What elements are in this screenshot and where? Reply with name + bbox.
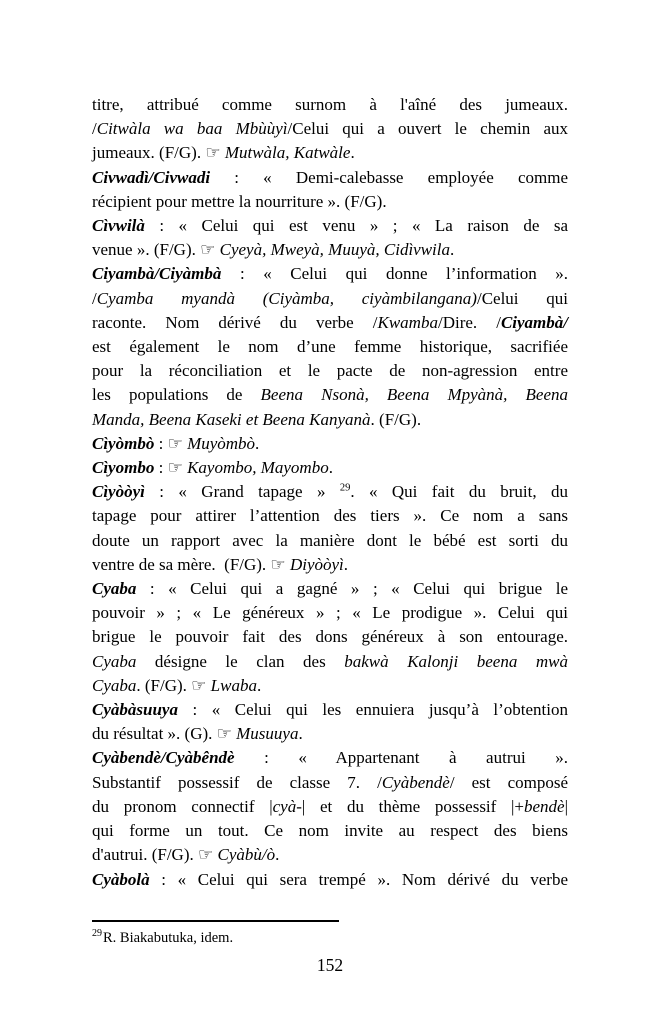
text-line [92,722,568,746]
footnote-text: R. Biakabutuka, idem. [103,930,234,946]
text-segment: Musuuya [236,724,299,744]
text-segment: . (F/G). ☞ [136,675,211,695]
text-line [92,601,568,625]
footnote-separator [92,920,339,922]
text-segment: Cyaba [92,579,137,599]
text-segment: récipient pour mettre la nourriture ». (F/G). [92,191,387,211]
text-line [92,432,568,456]
text-segment: désigne le clan des [136,651,345,671]
text-segment: : « Demi-calebasse employée comme [210,167,568,187]
text-segment: titre, attribué comme surnom à l'aîné des jumeaux. [92,95,568,114]
text-segment: Citwàla wa baa Mbùùyì [96,119,288,139]
text-segment: pour la réconciliation et le pacte de non-agression entre [92,361,568,381]
text-segment: cyà- [272,796,302,816]
text-segment: . « Qui fait du bruit, du [350,482,568,502]
text-segment: Lwaba [210,675,257,695]
text-line [92,311,568,335]
text-segment: Ciyambà/ [500,312,568,332]
text-segment: les populations de [92,385,261,405]
text-line [92,771,568,795]
text-line [92,480,568,504]
text-segment: : « Grand tapage » [144,482,340,502]
text-segment: Cyàbù/ò [217,845,276,865]
text-segment: du pronom connectif | [92,796,273,816]
text-segment: Cyàbendè [381,772,450,792]
text-segment: 29 [339,482,351,494]
text-segment: Mutwàla, Katwàle [224,143,351,163]
text-line [92,117,568,141]
text-segment: Cìvwilà [92,216,145,236]
text-segment: : « Celui qui sera trempé ». Nom dérivé du verbe [149,869,568,889]
text-segment: qui forme un tout. Ce nom invite au respect des biens [92,821,568,841]
text-segment: : ☞ [154,433,188,453]
text-segment: raconte. Nom dérivé du verbe / [92,312,378,332]
text-segment: Ciyambà/Ciyàmbà [92,264,222,284]
text-segment: : ☞ [154,458,188,478]
text-segment: du résultat ». (G). ☞ [92,724,237,744]
text-segment: Cyeyà, Mweyà, Muuyà, Cidìvwila [219,240,450,260]
text-segment: / [92,119,97,139]
text-line [92,214,568,238]
footnote-marker: 29 [92,928,102,940]
text-segment: . [350,143,355,163]
text-segment: Cìyombo [92,458,155,478]
text-line [92,529,568,553]
text-line [92,335,568,359]
page-number: 152 [316,955,344,975]
text-segment: Cyaba [92,651,137,671]
text-segment: . [328,458,333,478]
text-segment: pouvoir » ; « Le généreux » ; « Le prodigue ». Celui qui [92,603,568,623]
text-segment: Substantif possessif de classe 7. / [92,772,382,792]
text-line [92,553,568,577]
text-segment: venue ». (F/G). ☞ [92,240,220,260]
text-segment: /Celui qui a ouvert le chemin aux [287,119,568,139]
text-segment: . [255,433,260,453]
text-segment: est également le nom d’une femme historique, sacrifiée [92,337,568,357]
text-segment: Cyamba myandà (Ciyàmba, ciyàmbilangana) [96,288,477,308]
text-segment: /Celui qui [476,288,568,308]
text-segment: ventre de sa mère. (F/G). ☞ [92,554,290,574]
text-line [92,674,568,698]
text-line [92,359,568,383]
text-segment: : « Celui qui les ennuiera jusqu’à l’obtention [177,700,568,720]
text-segment: . [450,240,455,260]
text-line [92,456,568,480]
text-segment: . (F/G). [370,409,422,429]
text-line [92,408,568,432]
text-line [92,795,568,819]
text-line [92,190,568,214]
text-segment: Cìyòmbò [92,433,155,453]
footnote [92,929,568,948]
text-segment: Civwadì/Civwadi [92,167,211,187]
text-segment: Cyàbàsuuya [92,700,178,720]
text-segment: Cyàbendè/Cyàbêndè [92,748,235,768]
text-segment: . [298,724,303,744]
text-segment: Kwamba [377,312,438,332]
text-segment: : « Appartenant à autrui ». [234,748,568,768]
text-segment: . [256,675,262,695]
text-segment: Cìyòòyì [92,482,145,502]
text-line [92,383,568,407]
text-line [92,262,568,286]
text-segment: / [92,288,97,308]
text-segment: tapage pour attirer l’attention des tiers ». Ce nom a sans [92,506,568,526]
text-segment: Beena Nsonà, Beena Mpyànà, Beena [260,385,568,405]
text-line [92,141,568,165]
text-segment: | et du thème possessif |+ [301,796,525,816]
text-segment: Kayombo, Mayombo [187,458,329,478]
text-segment: Cyàbolà [92,869,150,889]
text-line [92,843,568,867]
text-segment: : « Celui qui donne l’information ». [221,264,568,284]
text-segment: jumeaux. (F/G). ☞ [92,143,225,163]
text-line [92,746,568,770]
text-line [92,698,568,722]
text-segment: brigue le pouvoir fait des dons généreux à son entourage. [92,627,568,647]
text-segment: bakwà Kalonji beena mwà [344,651,568,671]
text-segment: /Dire. / [437,312,501,332]
text-line [92,819,568,843]
text-segment: : « Celui qui est venu » ; « La raison de sa [144,216,568,236]
text-segment: Diyòòyì [289,554,344,574]
text-segment: . [343,554,349,574]
text-line [92,93,568,117]
text-segment: d'autrui. (F/G). ☞ [92,845,218,865]
text-line [92,238,568,262]
text-segment: Manda, Beena Kaseki et Beena Kanyanà [92,409,371,429]
text-line [92,577,568,601]
text-segment: Cyaba [92,675,137,695]
text-line [92,287,568,311]
text-line [92,650,568,674]
text-segment: : « Celui qui a gagné » ; « Celui qui brigue le [136,579,568,599]
text-segment: | [564,796,569,816]
text-segment: . [275,845,280,865]
text-line [92,504,568,528]
text-line [92,625,568,649]
dictionary-text [92,93,568,892]
text-segment: Muyòmbò [187,433,256,453]
text-line [92,166,568,190]
text-line [92,868,568,892]
text-segment: / est composé [449,772,568,792]
text-segment: doute un rapport avec la manière dont le bébé est sorti du [92,530,568,550]
text-segment: bendè [524,796,565,816]
